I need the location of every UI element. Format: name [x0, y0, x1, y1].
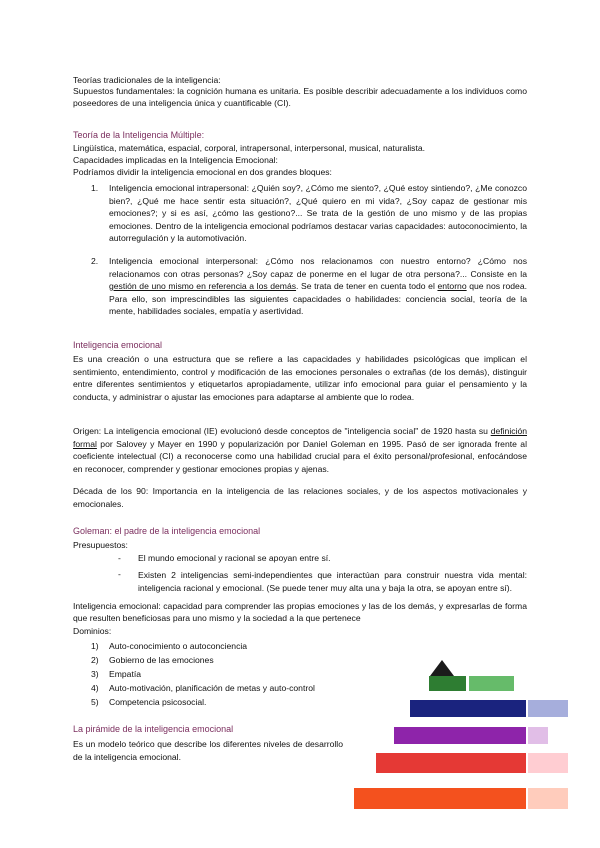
block-number: 2. [91, 256, 99, 266]
division-text: Podríamos dividir la inteligencia emocional en dos grandes bloques: [73, 167, 332, 177]
domain-number: 2) [91, 655, 99, 665]
pyramid-level-5 [354, 788, 526, 809]
domain-item: Auto-motivación, planificación de metas y auto-control [109, 683, 315, 693]
intro-text: Supuestos fundamentales: la cognición humana es unitaria. Es posible describir adecuadamente a los individuos como poseedores de una inteligencia única y cuantificable (CI). [73, 86, 527, 108]
multiple-types: Lingüística, matemática, espacial, corporal, intrapersonal, interpersonal, musical, naturalista. [73, 143, 426, 153]
pyramid-heading: La pirámide de la inteligencia emocional [73, 724, 234, 734]
domain-item: Empatía [109, 669, 142, 679]
pyramid-level-5-label [528, 788, 568, 809]
emotional-definition: Es una creación o una estructura que se refiere a las capacidades y habilidades psicológicas que implican el sentimiento, entendimiento, control y modificación de las emociones personales o extrañas (de los demás), distinguir entre diferentes sentimientos y etiquetarlos apropiadamente, utilizar info emocional para guiar el pensamiento y la conducta, y administrar o ajustar las emociones para adaptarse al ambiente que lo rodea. [73, 354, 527, 402]
block-intrapersonal: Inteligencia emocional intrapersonal: ¿Quién soy?, ¿Cómo me siento?, ¿Qué estoy sintiendo?, ¿Me conozco bien?, ¿Qué me hace sentir esta situación?, ¿Qué quiero en mi vida?, ¿Soy capaz de gestionar mis emociones?; y si es así, ¿cómo las gestiono?... Se trata de la gestión de uno mismo y de las propias emociones. Dentro de la inteligencia emocional podríamos destacar varias capacidades: autoconocimiento, la autorregulación y la automotivación. [109, 183, 527, 243]
origin-text: Origen: La inteligencia emocional (IE) evolucionó desde conceptos de "inteligencia social" de 1920 hasta su definición formal por Salovey y Mayer en 1990 y popularización por Daniel Goleman en 1995. Pasó de ser ignorada frente al coeficiente intelectual (CI) a reconocerse como una habilidad crucial para el éxito personal/profesional, enfocándose en reconocer, comprender y gestionar emociones propias y ajenas. [73, 426, 527, 474]
domains-label: Dominios: [73, 626, 112, 636]
domain-item: Gobierno de las emociones [109, 655, 214, 665]
decade-text: Década de los 90: Importancia en la inteligencia de las relaciones sociales, y de los aspectos motivacionales y emocionales. [73, 486, 527, 509]
bullet-item: Existen 2 inteligencias semi-independientes que interactúan para construir nuestra vida mental: inteligencia racional y emocional. (Se puede tener muy alta una y baja la otra, se apoyan entre sí). [138, 570, 527, 593]
block-interpersonal: Inteligencia emocional interpersonal: ¿Cómo nos relacionamos con nuestro entorno? ¿Cómo nos relacionamos con otras personas? ¿Soy capaz de ponerme en el lugar de otra persona?... Consiste en la gestión de uno mismo en referencia a los demás. Se trata de tener en cuenta todo el entorno que nos rodea. Para ello, son imprescindibles las siguientes capacidades o habilidades: conciencia social, teoría de la mente, habilidades sociales, empatía y asertividad. [109, 256, 527, 316]
pyramid-level-1-label [469, 676, 514, 691]
emotional-heading: Inteligencia emocional [73, 340, 163, 350]
pyramid-text: Es un modelo teórico que describe los diferentes niveles de desarrollo de la inteligencia emocional. [73, 739, 343, 762]
pyramid-level-4-label [528, 753, 568, 773]
goleman-heading: Goleman: el padre de la inteligencia emocional [73, 526, 261, 536]
pyramid-level-3-label [528, 727, 548, 744]
block-number: 1. [91, 183, 99, 193]
pyramid-level-4 [376, 753, 526, 773]
domain-number: 1) [91, 641, 99, 651]
domain-item: Auto-conocimiento o autoconciencia [109, 641, 248, 651]
capacities-label: Capacidades implicadas en la Inteligencia Emocional: [73, 155, 278, 165]
domain-item: Competencia psicosocial. [109, 697, 207, 707]
domain-number: 4) [91, 683, 99, 693]
intro-title: Teorías tradicionales de la inteligencia: [73, 75, 221, 85]
presupuestos-label: Presupuestos: [73, 540, 128, 550]
multiple-heading: Teoría de la Inteligencia Múltiple: [73, 130, 205, 140]
pyramid-level-3 [394, 727, 526, 744]
domain-number: 3) [91, 669, 99, 679]
domain-number: 5) [91, 697, 99, 707]
pyramid-level-1 [429, 676, 466, 691]
emotional-intelligence-pyramid [352, 660, 570, 820]
bullet-dash: - [118, 569, 121, 579]
pyramid-apex [430, 660, 454, 676]
bullet-dash: - [118, 553, 121, 563]
pyramid-level-2-label [528, 700, 568, 717]
pyramid-level-2 [410, 700, 526, 717]
goleman-definition: Inteligencia emocional: capacidad para comprender las propias emociones y las de los demás, y expresarlas de forma que resulten beneficiosas para uno mismo y la sociedad a la que pertenece [73, 601, 527, 623]
bullet-item: El mundo emocional y racional se apoyan entre sí. [138, 553, 331, 563]
